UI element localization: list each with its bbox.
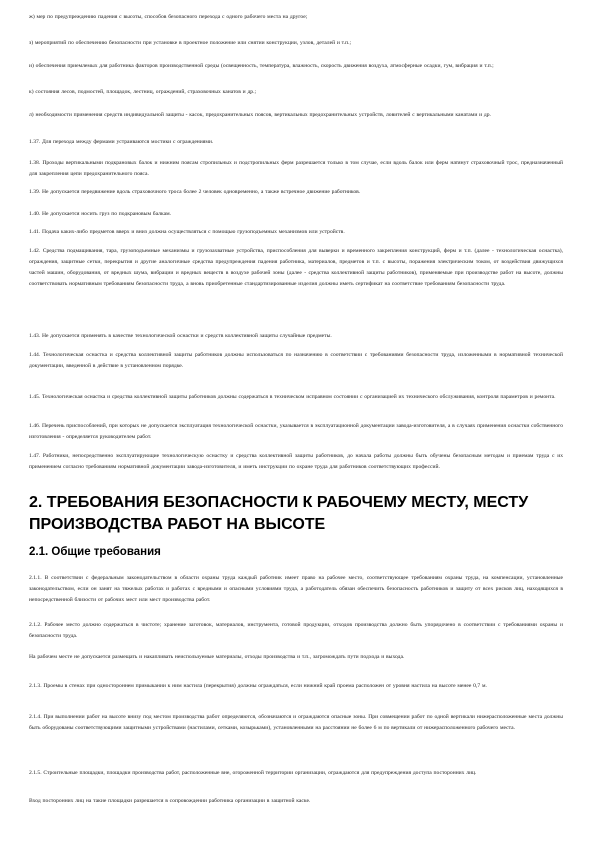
paragraph: 1.39. Не допускается передвижение вдоль страховочного троса более 2 человек одновременно, а также встречное движение работников. (29, 189, 361, 195)
paragraph: 1.43. Не допускается применять в качестве технологической оснастки и средств коллективной защиты случайные предметы. (29, 333, 332, 339)
paragraph: ж) мер по предупреждению падения с высоты, способов безопасного перехода с одного рабочего места на другое; (29, 14, 308, 20)
paragraph: 2.1.3. Проемы в стенах при одностороннем примыкании к ним настила (перекрытия) должны ограждаться, если нижний край проема расположен от уровня настила на высоте менее 0,7 м. (29, 683, 487, 689)
paragraph: Вход посторонних лиц на такие площадки разрешается в сопровождении работника организации в защитной каске. (29, 798, 311, 804)
paragraph: к) состояния лесов, подмостей, площадок, лестниц, ограждений, страховочных канатов и др.; (29, 89, 257, 95)
paragraph: 2.1.2. Рабочее место должно содержаться в чистоте; хранение заготовок, материалов, инструмента, готовой продукции, отходов производства должно быть упорядочено в соответствии с требованиями охраны и безопасности труда. (29, 622, 563, 639)
paragraph: 1.40. Не допускается носить груз по подкрановым балкам. (29, 211, 172, 217)
paragraph: 1.47. Работники, непосредственно эксплуатирующие технологическую оснастку и средства коллективной защиты работников, до начала работы должны быть обучены безопасным методам и приемам труда с их применением согласно требованиям нормативной документации завода-изготовителя, и иметь инструкции по охране труда для работников соответствующих профессий. (29, 453, 563, 470)
paragraph: 1.46. Перечень приспособлений, при которых не допускается эксплуатация технологической оснастки, указывается в эксплуатационной документации завода-изготовителя, а в случаях применения оснастки собственного изготовления - определяется руководителем работ. (29, 423, 563, 440)
paragraph: 1.37. Для перехода между фермами устраиваются мостики с ограждениями. (29, 139, 214, 145)
paragraph: 2.1.1. В соответствии с федеральным законодательством в области охраны труда каждый работник имеет право на рабочее место, соответствующее требованиям охраны труда, на компенсации, установленные законодательством, если он занят на тяжелых работах и работах с вредными и опасными условиями труда, а работодатель обязан обеспечить безопасность работников и защиту от всех рисков лиц, находящихся в непосредственной близости от рабочих мест или мест производства работ. (29, 575, 563, 603)
paragraph: 1.41. Подача каких-либо предметов вверх и вниз должна осуществляться с помощью грузоподъемных механизмов или устройств. (29, 229, 345, 235)
paragraph: 1.45. Технологическая оснастка и средства коллективной защиты работников должны содержаться в техническом исправном состоянии с организацией их технического обслуживания, контроля параметров и ремонта. (29, 394, 556, 400)
paragraph: и) обеспечения приемлемых для работника факторов производственной среды (освещенность, температура, влажность, скорость движения воздуха, атмосферные осадки, гум, вибрация и т.п.; (29, 63, 494, 69)
paragraph: 1.44. Технологическая оснастка и средства коллективной защиты работников должны использоваться по назначению в соответствии с требованиями безопасности труда, изложенными в нормативной технической документации, введенной в действие в установленном порядке. (29, 352, 563, 369)
paragraph: 1.38. Проходы вертикальными подкрановых балок и нижним поясам стропильных и подстропильных ферм разрешается только в том случае, если вдоль балок или ферм натянут страховочный трос, предназначенный для закрепления цепи предохранительного пояса. (29, 160, 563, 177)
subsection-heading: 2.1. Общие требования (29, 546, 161, 558)
paragraph: 2.1.4. При выполнении работ на высоте внизу под местом производства работ определяются, обозначаются и ограждаются опасные зоны. При совмещении работ по одной вертикали нижерасположенные места должны быть оборудованы соответствующими защитными устройствами (настилами, сетками, козырьками), установленными на расстоянии не более 6 м по вертикали от нижерасположенного рабочего места. (29, 714, 563, 731)
paragraph: л) необходимости применения средств индивидуальной защиты - касок, предохранительных поясов, вертикальных предохранительных устройств, ловителей с вертикальными канатами и др. (29, 112, 491, 118)
paragraph: 2.1.5. Строительные площадки, площадки производства работ, расположенные вне, огороженной территории организации, ограждаются для предупреждения доступа посторонних лиц. (29, 770, 477, 776)
paragraph: 1.42. Средства подмащивания, тара, грузоподъемные механизмы и грузозахватные устройства, приспособления для выверки и временного закрепления конструкций, ферм и т.п. (далее - технологическая оснастка), ограждения, защитные сетки, перекрытия и другие аналогичные средства предупреждения падения работника, материалов, предметов и т.п. с высоты, поражения электрическим током, от воздействия движущихся частей машин, оборудования, от вредных шума, вибрации и вредных веществ в воздухе рабочей зоны (далее - средства коллективной защиты работников), применяемые при производстве работ на высоте, должны соответствовать нормативным требованиям безопасности труда, а вновь приобретенные стандартизированные изделия должны иметь сертификат на соответствие требованиям безопасности труда. (29, 248, 563, 287)
paragraph: з) мероприятий по обеспечению безопасности при установке в проектное положение или снятии конструкции, узлов, деталей и т.п.; (29, 40, 352, 46)
paragraph: На рабочем месте не допускается размещать и накапливать неиспользуемые материалы, отходы производства и т.п., загромождать пути подхода и выхода. (29, 654, 405, 660)
section-heading: 2. ТРЕБОВАНИЯ БЕЗОПАСНОСТИ К РАБОЧЕМУ МЕСТУ, МЕСТУ ПРОИЗВОДСТВА РАБОТ НА ВЫСОТЕ (29, 494, 529, 533)
